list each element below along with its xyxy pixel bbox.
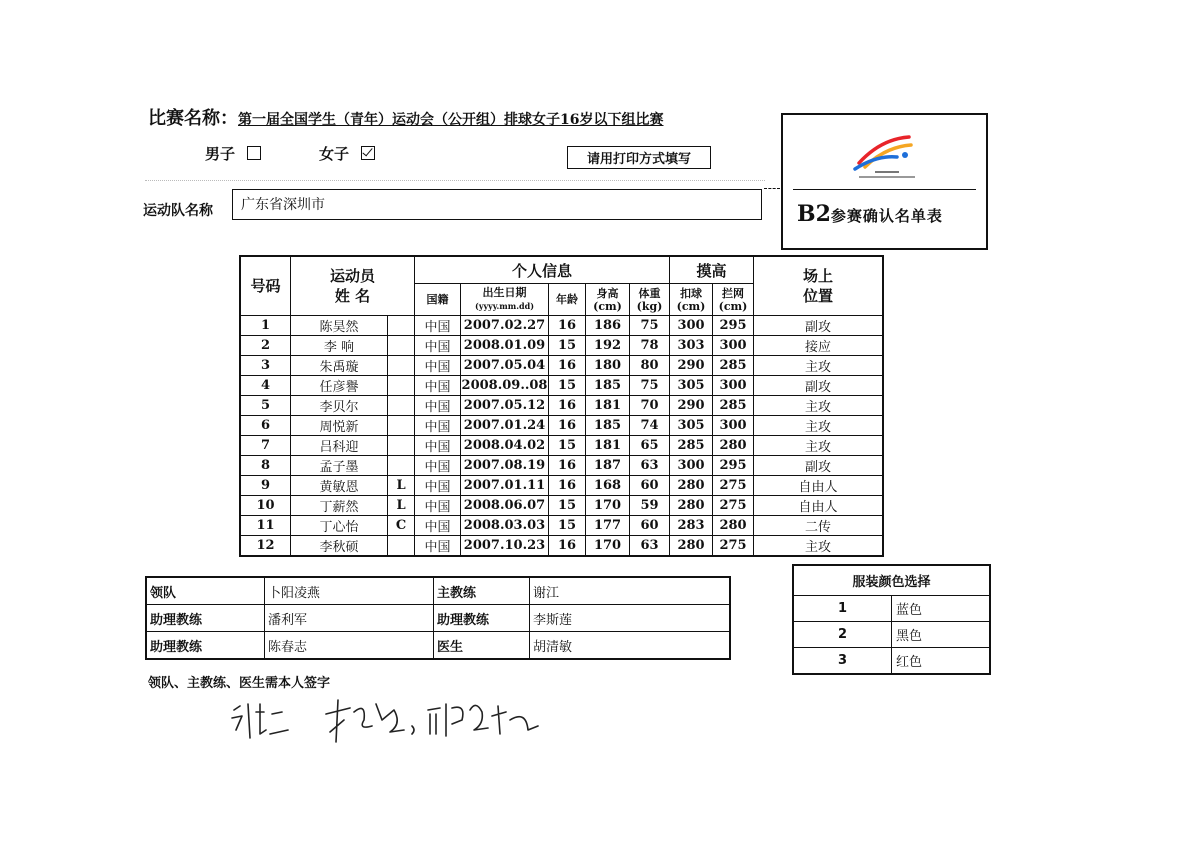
cell-height: 187 (586, 456, 630, 476)
cell-spike: 283 (670, 516, 713, 536)
cell-age: 15 (549, 436, 586, 456)
cell-height: 177 (586, 516, 630, 536)
header-birth-line2: (yyyy.mm.dd) (475, 301, 534, 311)
cell-block: 295 (713, 316, 754, 336)
cell-pos: 副攻 (754, 376, 883, 396)
table-row (241, 496, 883, 516)
signature-note: 领队、主教练、医生需本人签字 (148, 676, 331, 691)
cell-name: 任彦譽 (291, 376, 388, 396)
cell-name: 李秋硕 (291, 536, 388, 556)
cell-pos: 自由人 (754, 476, 883, 496)
leader-label-text: 领队 (150, 585, 177, 601)
cell-height: 186 (586, 316, 630, 336)
male-checkbox[interactable] (247, 146, 261, 160)
roster-table (240, 256, 883, 556)
cell-height: 168 (586, 476, 630, 496)
cell-num: 6 (241, 416, 291, 436)
cell-block: 300 (713, 376, 754, 396)
cell-nation: 中国 (415, 496, 461, 516)
cell-block: 280 (713, 516, 754, 536)
header-spike-line2: (cm) (676, 299, 706, 313)
cell-pos: 接应 (754, 336, 883, 356)
header-height-line1: 身高 (596, 286, 619, 300)
cell-block: 275 (713, 496, 754, 516)
head-coach-label-text: 主教练 (437, 585, 477, 601)
cell-name: 吕科迎 (291, 436, 388, 456)
doctor-label (434, 632, 530, 659)
cell-age: 16 (549, 536, 586, 556)
cell-birth: 2008.01.09 (461, 336, 549, 356)
table-row (241, 396, 883, 416)
cell-block: 300 (713, 416, 754, 436)
cell-role (388, 456, 415, 476)
cell-role (388, 356, 415, 376)
cell-name: 丁心怡 (291, 516, 388, 536)
cell-nation: 中国 (415, 316, 461, 336)
cell-age: 15 (549, 376, 586, 396)
header-personal-info: 个人信息 (415, 257, 670, 284)
cell-num: 8 (241, 456, 291, 476)
cell-spike: 290 (670, 356, 713, 376)
header-weight (630, 284, 670, 316)
header-birth (461, 284, 549, 316)
cell-spike: 280 (670, 476, 713, 496)
header-nationality: 国籍 (415, 284, 461, 316)
header-athlete-line1: 运动员 (330, 267, 376, 285)
uniform-option-color: 蓝色 (892, 596, 990, 622)
table-row (241, 376, 883, 396)
cell-nation: 中国 (415, 516, 461, 536)
roster-body (241, 316, 883, 556)
cell-num: 11 (241, 516, 291, 536)
cell-age: 16 (549, 356, 586, 376)
cell-weight: 70 (630, 396, 670, 416)
uniform-option[interactable] (794, 622, 990, 648)
header-height-line2: (cm) (593, 299, 622, 313)
cell-role (388, 436, 415, 456)
cell-weight: 60 (630, 476, 670, 496)
dashed-connector (764, 188, 780, 189)
cell-height: 180 (586, 356, 630, 376)
cell-name: 李贝尔 (291, 396, 388, 416)
uniform-option-number: 3 (794, 648, 892, 674)
cell-role: L (388, 496, 415, 516)
cell-birth: 2007.05.12 (461, 396, 549, 416)
cell-birth: 2008.04.02 (461, 436, 549, 456)
cell-nation: 中国 (415, 456, 461, 476)
form-id-box (781, 113, 988, 250)
table-row (241, 516, 883, 536)
assistant-2-label (434, 605, 530, 632)
table-row (241, 356, 883, 376)
assistant-1-label (147, 605, 265, 632)
cell-pos: 主攻 (754, 416, 883, 436)
leader-value[interactable]: 卜阳凌燕 (265, 578, 434, 605)
cell-role (388, 536, 415, 556)
cell-weight: 60 (630, 516, 670, 536)
form-code-title: 参赛确认名单表 (830, 207, 943, 225)
cell-spike: 300 (670, 316, 713, 336)
header-position-line2: 位置 (803, 287, 834, 305)
cell-spike: 285 (670, 436, 713, 456)
cell-weight: 65 (630, 436, 670, 456)
cell-pos: 二传 (754, 516, 883, 536)
cell-name: 李 响 (291, 336, 388, 356)
cell-birth: 2007.01.24 (461, 416, 549, 436)
cell-spike: 290 (670, 396, 713, 416)
head-coach-value[interactable]: 谢江 (530, 578, 730, 605)
cell-weight: 80 (630, 356, 670, 376)
cell-weight: 78 (630, 336, 670, 356)
header-athlete (291, 257, 415, 316)
cell-birth: 2008.09..08 (461, 376, 549, 396)
header-age: 年龄 (549, 284, 586, 316)
team-name-field[interactable]: 广东省深圳市 (232, 189, 762, 220)
cell-name: 陈昊然 (291, 316, 388, 336)
cell-nation: 中国 (415, 476, 461, 496)
cell-num: 5 (241, 396, 291, 416)
header-weight-line2: (kg) (636, 299, 663, 313)
head-coach-label (434, 578, 530, 605)
cell-pos: 副攻 (754, 456, 883, 476)
cell-height: 170 (586, 496, 630, 516)
cell-num: 3 (241, 356, 291, 376)
header-position (754, 257, 883, 316)
cell-num: 12 (241, 536, 291, 556)
table-row (241, 316, 883, 336)
header-position-line1: 场上 (803, 267, 834, 285)
cell-age: 16 (549, 456, 586, 476)
cell-nation: 中国 (415, 396, 461, 416)
cell-num: 1 (241, 316, 291, 336)
cell-num: 9 (241, 476, 291, 496)
cell-birth: 2008.03.03 (461, 516, 549, 536)
table-row (241, 456, 883, 476)
cell-num: 4 (241, 376, 291, 396)
cell-block: 275 (713, 476, 754, 496)
cell-role (388, 316, 415, 336)
female-label: 女子 (319, 145, 350, 163)
cell-spike: 280 (670, 496, 713, 516)
leader-label (147, 578, 265, 605)
cell-nation: 中国 (415, 416, 461, 436)
competition-name: 第一届全国学生（青年）运动会（公开组）排球女子16岁以下组比赛 (238, 112, 664, 128)
header-block-line2: (cm) (718, 299, 748, 313)
uniform-option-number: 1 (794, 596, 892, 622)
cell-weight: 75 (630, 376, 670, 396)
cell-role (388, 336, 415, 356)
table-row (241, 416, 883, 436)
cell-pos: 主攻 (754, 356, 883, 376)
header-number: 号码 (241, 257, 291, 316)
cell-height: 170 (586, 536, 630, 556)
cell-spike: 305 (670, 376, 713, 396)
cell-birth: 2008.06.07 (461, 496, 549, 516)
cell-role (388, 416, 415, 436)
cell-spike: 300 (670, 456, 713, 476)
uniform-option[interactable] (794, 596, 990, 622)
table-row (241, 476, 883, 496)
male-label: 男子 (205, 145, 236, 163)
cell-pos: 主攻 (754, 396, 883, 416)
header-height (586, 284, 630, 316)
cell-birth: 2007.10.23 (461, 536, 549, 556)
header-weight-line1: 体重 (638, 286, 661, 300)
cell-name: 丁薪然 (291, 496, 388, 516)
cell-block: 285 (713, 356, 754, 376)
doctor-label-text: 医生 (437, 639, 464, 655)
cell-block: 285 (713, 396, 754, 416)
cell-weight: 74 (630, 416, 670, 436)
cell-weight: 63 (630, 536, 670, 556)
assistant-3-label (147, 632, 265, 659)
cell-age: 16 (549, 476, 586, 496)
cell-weight: 59 (630, 496, 670, 516)
assistant-3-value[interactable]: 陈春志 (265, 632, 434, 659)
cell-name: 朱禹璇 (291, 356, 388, 376)
uniform-title: 服装颜色选择 (794, 566, 990, 596)
cell-age: 15 (549, 336, 586, 356)
cell-weight: 63 (630, 456, 670, 476)
competition-label: 比赛名称： (148, 108, 238, 129)
cell-age: 16 (549, 316, 586, 336)
dotted-divider (145, 180, 765, 181)
cell-spike: 303 (670, 336, 713, 356)
cell-nation: 中国 (415, 436, 461, 456)
cell-birth: 2007.08.19 (461, 456, 549, 476)
games-logo-icon (851, 129, 923, 181)
cell-spike: 305 (670, 416, 713, 436)
header-birth-line1: 出生日期 (482, 286, 527, 299)
cell-pos: 副攻 (754, 316, 883, 336)
cell-age: 15 (549, 496, 586, 516)
cell-nation: 中国 (415, 336, 461, 356)
form-code-number: B2 (797, 201, 831, 227)
cell-num: 2 (241, 336, 291, 356)
cell-age: 16 (549, 416, 586, 436)
cell-pos: 主攻 (754, 436, 883, 456)
cell-nation: 中国 (415, 536, 461, 556)
assistant-1-value[interactable]: 潘利军 (265, 605, 434, 632)
cell-block: 300 (713, 336, 754, 356)
handwritten-signature-icon (226, 690, 556, 746)
cell-nation: 中国 (415, 356, 461, 376)
header-block (713, 284, 754, 316)
cell-height: 185 (586, 376, 630, 396)
assistant-2-label-text: 助理教练 (437, 612, 490, 628)
cell-num: 10 (241, 496, 291, 516)
cell-birth: 2007.02.27 (461, 316, 549, 336)
form-box-divider (793, 189, 976, 190)
cell-name: 孟子墨 (291, 456, 388, 476)
header-reach: 摸高 (670, 257, 754, 284)
cell-height: 181 (586, 396, 630, 416)
cell-num: 7 (241, 436, 291, 456)
doctor-value[interactable]: 胡清敏 (530, 632, 730, 659)
header-spike-line1: 扣球 (680, 286, 703, 300)
header-block-line1: 拦网 (722, 286, 745, 300)
cell-block: 275 (713, 536, 754, 556)
team-label: 运动队名称 (143, 203, 213, 219)
cell-age: 15 (549, 516, 586, 536)
header-spike (670, 284, 713, 316)
assistant-2-value[interactable]: 李斯莲 (530, 605, 730, 632)
assistant-1-label-text: 助理教练 (150, 612, 203, 628)
cell-age: 16 (549, 396, 586, 416)
cell-block: 295 (713, 456, 754, 476)
uniform-option-color: 红色 (892, 648, 990, 674)
competition-title (148, 104, 663, 130)
cell-height: 185 (586, 416, 630, 436)
cell-role (388, 396, 415, 416)
cell-spike: 280 (670, 536, 713, 556)
cell-height: 181 (586, 436, 630, 456)
table-row (241, 336, 883, 356)
uniform-color-table (793, 565, 990, 674)
cell-role (388, 376, 415, 396)
form-code (797, 201, 943, 227)
staff-table (146, 577, 730, 659)
cell-nation: 中国 (415, 376, 461, 396)
table-row (241, 436, 883, 456)
cell-name: 黄敏恩 (291, 476, 388, 496)
female-option[interactable] (319, 143, 375, 164)
uniform-option-number: 2 (794, 622, 892, 648)
cell-role: L (388, 476, 415, 496)
cell-pos: 自由人 (754, 496, 883, 516)
uniform-option[interactable] (794, 648, 990, 674)
cell-block: 280 (713, 436, 754, 456)
cell-pos: 主攻 (754, 536, 883, 556)
table-row (241, 536, 883, 556)
uniform-option-color: 黑色 (892, 622, 990, 648)
assistant-3-label-text: 助理教练 (150, 639, 203, 655)
cell-role: C (388, 516, 415, 536)
female-checkbox[interactable] (361, 146, 375, 160)
cell-birth: 2007.01.11 (461, 476, 549, 496)
male-option[interactable] (205, 143, 261, 164)
cell-birth: 2007.05.04 (461, 356, 549, 376)
cell-height: 192 (586, 336, 630, 356)
cell-name: 周悦新 (291, 416, 388, 436)
cell-weight: 75 (630, 316, 670, 336)
print-notice: 请用打印方式填写 (567, 146, 711, 169)
header-athlete-line2: 姓 名 (334, 287, 371, 305)
